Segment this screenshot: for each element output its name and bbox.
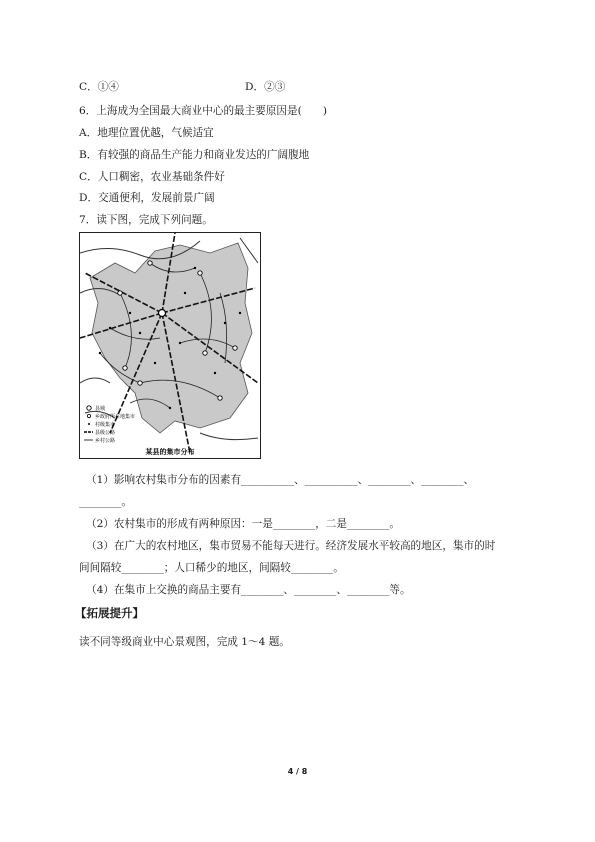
county-seat-marker	[159, 310, 166, 317]
q7-sub2: （2）农村集市的形成有两种原因：一是________，二是________。	[86, 518, 400, 530]
legend-county-seat: 县城	[95, 406, 106, 412]
map-legend	[84, 405, 135, 444]
q6-option-b: B．有较强的商品生产能力和商业发达的广阔腹地	[79, 149, 310, 161]
q6-option-a: A．地理位置优越，气候适宜	[79, 127, 214, 139]
q6-option-c: C．人口稠密，农业基础条件好	[79, 171, 225, 183]
section-intro: 读不同等级商业中心景观图，完成 1～4 题。	[79, 636, 290, 648]
q7-stem: 7．读下图，完成下列问题。	[79, 214, 213, 226]
legend-village-market: 村级集市	[95, 422, 116, 428]
page-number: 4 / 8	[287, 767, 308, 776]
q7-sub1-line1: （1）影响农村集市分布的因素有__________、__________、________、________、	[86, 474, 475, 486]
q6-option-d: D．交通便利，发展前景广阔	[79, 192, 215, 204]
map-graphic	[80, 233, 260, 458]
legend-county-road: 县级公路	[95, 430, 116, 436]
section-title: 【拓展提升】	[75, 606, 144, 620]
q7-sub1-line2: ________。	[79, 496, 132, 508]
q7-sub4: （4）在集市上交换的商品主要有________、________、________等。	[86, 584, 411, 596]
q7-sub3-line1: （3）在广大的农村地区，集市贸易不能每天进行。经济发展水平较高的地区，集市的时	[86, 540, 496, 552]
map-caption: 某县的集市分布	[145, 448, 195, 456]
q5-option-d: D．②③	[245, 81, 286, 93]
legend-township-market: 乡政府所在地集市	[95, 414, 136, 420]
q5-option-c: C．①④	[79, 81, 119, 93]
q6-stem: 6．上海成为全国最大商业中心的最主要原因是( )	[79, 105, 328, 117]
county-market-map	[79, 232, 261, 459]
q7-sub3-line2: 间间隔较________；人口稀少的地区，间隔较________。	[79, 562, 344, 574]
legend-village-road: 乡村公路	[95, 438, 116, 444]
